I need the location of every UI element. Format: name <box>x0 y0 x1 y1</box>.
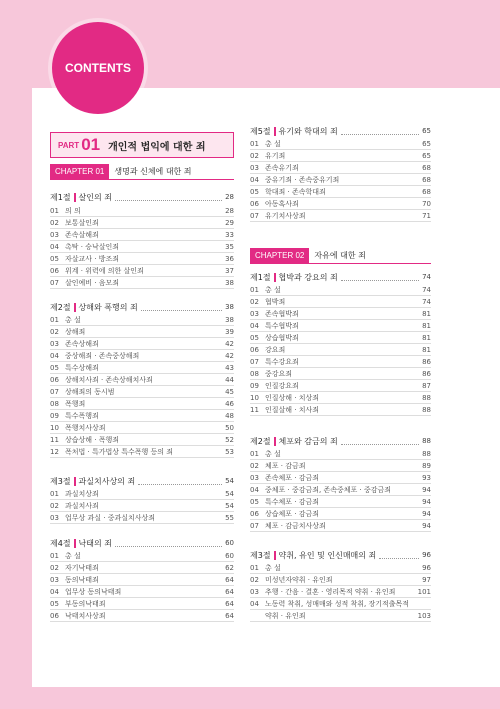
entry-number: 09 <box>50 411 59 420</box>
leader-dots <box>379 552 419 559</box>
section-page: 65 <box>422 127 431 135</box>
toc-entry <box>250 448 431 460</box>
entry-page: 86 <box>422 357 431 366</box>
entry-number: 01 <box>250 449 259 458</box>
toc-entry <box>50 326 234 338</box>
entry-number: 04 <box>250 599 259 608</box>
section-marker <box>274 551 276 560</box>
entry-title: 미성년자약취 · 유인죄 <box>265 575 333 584</box>
entry-title: 특수협박죄 <box>265 321 299 330</box>
section-heading <box>50 300 234 314</box>
toc-entry <box>250 586 431 598</box>
toc-entry <box>50 314 234 326</box>
entry-page: 44 <box>225 375 234 384</box>
entry-number: 07 <box>250 521 259 530</box>
entry-page: 68 <box>422 163 431 172</box>
entry-title: 존속살해죄 <box>65 230 99 239</box>
entry-page: 101 <box>417 587 431 596</box>
section-label: 제3절 <box>250 550 271 560</box>
entry-page: 48 <box>225 411 234 420</box>
entry-page: 38 <box>225 315 234 324</box>
toc-entry <box>50 241 234 253</box>
toc-entry <box>250 284 431 296</box>
entry-page: 71 <box>422 211 431 220</box>
leader-dots <box>341 274 419 281</box>
part-heading <box>50 132 234 158</box>
leader-dots <box>115 194 222 201</box>
toc-entry <box>250 162 431 174</box>
entry-title: 상습상해 · 폭행죄 <box>65 435 120 444</box>
leader-dots <box>138 478 222 485</box>
toc-entry <box>250 296 431 308</box>
toc-entry <box>250 198 431 210</box>
entry-title: 보통살인죄 <box>65 218 99 227</box>
entry-title: 유기치사상죄 <box>265 211 306 220</box>
entry-title: 학대죄 · 존속학대죄 <box>265 187 326 196</box>
section-page: 28 <box>225 193 234 201</box>
entry-title: 과실치사죄 <box>65 501 99 510</box>
section-title: 과실치사상의 죄 <box>78 476 136 486</box>
entry-page: 64 <box>225 575 234 584</box>
section-heading <box>250 548 431 562</box>
section-heading <box>50 190 234 204</box>
entry-title: 특수상해죄 <box>65 363 99 372</box>
entry-page: 88 <box>422 393 431 402</box>
entry-title: 존속체포 · 감금죄 <box>265 473 320 482</box>
entry-title: 과실치상죄 <box>65 489 99 498</box>
entry-number: 09 <box>250 381 259 390</box>
toc-entry <box>50 512 234 524</box>
toc-entry <box>250 210 431 222</box>
entry-title: 인질살해 · 치사죄 <box>265 405 320 414</box>
entry-number: 11 <box>50 435 59 444</box>
section-marker <box>74 193 76 202</box>
section-page: 96 <box>422 551 431 559</box>
entry-page: 54 <box>225 501 234 510</box>
entry-number: 02 <box>50 501 59 510</box>
entry-number: 10 <box>50 423 59 432</box>
entry-number: 03 <box>50 513 59 522</box>
entry-page: 60 <box>225 551 234 560</box>
entry-title: 아동혹사죄 <box>265 199 299 208</box>
entry-page: 86 <box>422 369 431 378</box>
section-page: 74 <box>422 273 431 281</box>
section-title: 협박과 강요의 죄 <box>278 272 338 282</box>
entry-page: 45 <box>225 387 234 396</box>
section-label: 제1절 <box>250 272 271 282</box>
toc-entry <box>50 550 234 562</box>
section-marker <box>74 303 76 312</box>
section-title: 유기와 학대의 죄 <box>278 126 338 136</box>
entry-page: 64 <box>225 611 234 620</box>
entry-number: 03 <box>250 587 259 596</box>
entry-page: 81 <box>422 309 431 318</box>
entry-number: 02 <box>50 563 59 572</box>
entry-number: 03 <box>50 230 59 239</box>
toc-entry <box>250 520 431 532</box>
entry-number: 08 <box>50 399 59 408</box>
part-title: 개인적 법익에 대한 죄 <box>108 141 206 153</box>
bottom-border <box>0 687 500 709</box>
entry-page: 42 <box>225 339 234 348</box>
entry-page: 96 <box>422 563 431 572</box>
entry-page: 54 <box>225 489 234 498</box>
entry-title: 존속상해죄 <box>65 339 99 348</box>
toc-entry <box>250 308 431 320</box>
entry-number: 06 <box>250 345 259 354</box>
entry-number: 01 <box>250 139 259 148</box>
toc-entry <box>250 598 431 610</box>
toc-entry <box>50 229 234 241</box>
toc-entry <box>250 332 431 344</box>
entry-page: 62 <box>225 563 234 572</box>
toc-entry <box>250 320 431 332</box>
entry-page: 87 <box>422 381 431 390</box>
entry-page: 37 <box>225 266 234 275</box>
section-marker <box>274 127 276 136</box>
entry-number: 12 <box>50 447 59 456</box>
entry-number: 05 <box>50 254 59 263</box>
entry-number: 01 <box>250 563 259 572</box>
leader-dots <box>115 540 222 547</box>
section-label: 제2절 <box>50 302 71 312</box>
chapter-title: 자유에 대한 죄 <box>314 251 366 260</box>
entry-title: 상습협박죄 <box>265 333 299 342</box>
toc-entry <box>250 344 431 356</box>
entry-page: 94 <box>422 521 431 530</box>
toc-entry <box>50 386 234 398</box>
entry-page: 65 <box>422 151 431 160</box>
entry-number: 07 <box>50 278 59 287</box>
section-label: 제1절 <box>50 192 71 202</box>
entry-page: 53 <box>225 447 234 456</box>
entry-title: 약취 · 유인죄 <box>265 611 306 620</box>
toc-entry <box>250 186 431 198</box>
entry-title: 중체포 · 중감금죄, 존속중체포 · 중감금죄 <box>265 485 391 494</box>
entry-page: 94 <box>422 497 431 506</box>
entry-page: 88 <box>422 449 431 458</box>
section-page: 88 <box>422 437 431 445</box>
section-title: 상해와 폭행의 죄 <box>78 302 138 312</box>
entry-title: 추행 · 간음 · 결혼 · 영리목적 약취 · 유인죄 <box>265 587 396 596</box>
entry-page: 68 <box>422 175 431 184</box>
toc-entry <box>250 380 431 392</box>
entry-number: 04 <box>250 321 259 330</box>
chapter-tag: CHAPTER 01 <box>50 164 109 179</box>
toc-entry <box>50 586 234 598</box>
entry-page: 70 <box>422 199 431 208</box>
part-label: PART <box>58 140 80 150</box>
entry-number: 01 <box>50 315 59 324</box>
toc-entry <box>250 574 431 586</box>
entry-number: 04 <box>50 242 59 251</box>
entry-number: 06 <box>250 509 259 518</box>
toc-entry <box>50 610 234 622</box>
entry-page: 29 <box>225 218 234 227</box>
entry-number: 05 <box>250 333 259 342</box>
entry-title: 총 설 <box>265 285 281 294</box>
entry-title: 협박죄 <box>265 297 286 306</box>
entry-title: 특수강요죄 <box>265 357 299 366</box>
chapter-tag: CHAPTER 02 <box>250 248 309 263</box>
toc-entry <box>250 484 431 496</box>
entry-page: 94 <box>422 485 431 494</box>
entry-page: 97 <box>422 575 431 584</box>
leader-dots <box>341 128 419 135</box>
entry-title: 존속유기죄 <box>265 163 299 172</box>
entry-title: 총 설 <box>65 551 81 560</box>
toc-entry <box>50 434 234 446</box>
entry-title: 특수체포 · 감금죄 <box>265 497 320 506</box>
entry-title: 강요죄 <box>265 345 286 354</box>
toc-entry <box>50 265 234 277</box>
section-title: 체포와 감금의 죄 <box>278 436 338 446</box>
entry-title: 부동의낙태죄 <box>65 599 106 608</box>
toc-entry <box>250 174 431 186</box>
entry-number: 01 <box>250 285 259 294</box>
toc-entry <box>50 422 234 434</box>
entry-number: 05 <box>250 187 259 196</box>
entry-title: 자살교사 · 방조죄 <box>65 254 120 263</box>
entry-title: 동의낙태죄 <box>65 575 99 584</box>
entry-title: 촉탁 · 승낙살인죄 <box>65 242 120 251</box>
entry-page: 36 <box>225 254 234 263</box>
toc-entry <box>50 350 234 362</box>
toc-entry <box>250 150 431 162</box>
entry-number: 04 <box>50 587 59 596</box>
toc-entry <box>50 446 234 458</box>
entry-title: 중유기죄 · 존속중유기죄 <box>265 175 340 184</box>
entry-title: 총 설 <box>265 449 281 458</box>
entry-page: 93 <box>422 473 431 482</box>
entry-title: 중상해죄 · 존속중상해죄 <box>65 351 140 360</box>
section-page: 54 <box>225 477 234 485</box>
entry-page: 81 <box>422 333 431 342</box>
toc-entry <box>250 356 431 368</box>
section-heading <box>250 270 431 284</box>
section-page: 60 <box>225 539 234 547</box>
section-label: 제4절 <box>50 538 71 548</box>
toc-entry <box>250 368 431 380</box>
entry-title: 상습체포 · 감금죄 <box>265 509 320 518</box>
section-marker <box>274 273 276 282</box>
entry-page: 55 <box>225 513 234 522</box>
entry-title: 폭행치사상죄 <box>65 423 106 432</box>
toc-entry <box>250 404 431 416</box>
entry-title: 총 설 <box>65 315 81 324</box>
section-heading <box>50 474 234 488</box>
section-marker <box>274 437 276 446</box>
toc-entry <box>50 217 234 229</box>
entry-number: 07 <box>250 211 259 220</box>
part-number: 01 <box>81 135 101 154</box>
toc-entry <box>50 277 234 289</box>
toc-entry <box>50 488 234 500</box>
entry-number: 01 <box>50 489 59 498</box>
section-label: 제5절 <box>250 126 271 136</box>
entry-page: 68 <box>422 187 431 196</box>
toc-entry <box>50 410 234 422</box>
entry-title: 체포 · 감금죄 <box>265 461 306 470</box>
entry-page: 94 <box>422 509 431 518</box>
entry-page: 52 <box>225 435 234 444</box>
entry-title: 인질강요죄 <box>265 381 299 390</box>
entry-title: 노동력 착취, 성매매와 성적 착취, 장기적출목적 <box>265 599 410 608</box>
toc-entry <box>50 374 234 386</box>
entry-number: 03 <box>250 309 259 318</box>
entry-page: 46 <box>225 399 234 408</box>
entry-title: 상해치사죄 · 존속상해치사죄 <box>65 375 153 384</box>
entry-page: 81 <box>422 345 431 354</box>
entry-number: 01 <box>50 551 59 560</box>
entry-number: 11 <box>250 405 259 414</box>
entry-number: 04 <box>250 485 259 494</box>
entry-page: 38 <box>225 278 234 287</box>
toc-entry <box>50 598 234 610</box>
entry-title: 상해죄 <box>65 327 86 336</box>
left-border <box>0 88 32 709</box>
toc-entry <box>50 205 234 217</box>
section-title: 살인의 죄 <box>78 192 113 202</box>
toc-entry <box>50 574 234 586</box>
leader-dots <box>141 304 222 311</box>
entry-number: 08 <box>250 369 259 378</box>
leader-dots <box>341 438 419 445</box>
entry-number: 07 <box>50 387 59 396</box>
entry-title: 의 의 <box>65 206 81 215</box>
section-marker <box>74 477 76 486</box>
toc-entry <box>50 362 234 374</box>
entry-title: 인질상해 · 치상죄 <box>265 393 320 402</box>
toc-entry <box>250 138 431 150</box>
entry-page: 39 <box>225 327 234 336</box>
entry-number: 02 <box>50 327 59 336</box>
entry-number: 10 <box>250 393 259 402</box>
entry-page: 33 <box>225 230 234 239</box>
entry-page: 50 <box>225 423 234 432</box>
entry-title: 위계 · 위력에 의한 살인죄 <box>65 266 144 275</box>
toc-entry <box>250 508 431 520</box>
entry-number: 02 <box>250 297 259 306</box>
entry-title: 업무상 동의낙태죄 <box>65 587 122 596</box>
entry-title: 상해죄의 동시범 <box>65 387 115 396</box>
entry-title: 중강요죄 <box>265 369 293 378</box>
entry-page: 42 <box>225 351 234 360</box>
toc-entry <box>50 398 234 410</box>
entry-page: 64 <box>225 599 234 608</box>
entry-title: 폭행죄 <box>65 399 86 408</box>
contents-badge <box>52 22 144 114</box>
contents-title: CONTENTS <box>65 61 131 75</box>
section-title: 낙태의 죄 <box>78 538 113 548</box>
entry-page: 35 <box>225 242 234 251</box>
section-label: 제2절 <box>250 436 271 446</box>
entry-number: 03 <box>250 473 259 482</box>
entry-title: 특수폭행죄 <box>65 411 99 420</box>
entry-number: 06 <box>50 611 59 620</box>
chapter-title: 생명과 신체에 대한 죄 <box>114 167 192 176</box>
entry-page: 28 <box>225 206 234 215</box>
entry-number: 02 <box>50 218 59 227</box>
section-marker <box>74 539 76 548</box>
section-label: 제3절 <box>50 476 71 486</box>
toc-entry <box>250 472 431 484</box>
entry-page: 74 <box>422 285 431 294</box>
entry-title: 유기죄 <box>265 151 286 160</box>
entry-number: 04 <box>250 175 259 184</box>
entry-number: 05 <box>250 497 259 506</box>
toc-entry <box>250 496 431 508</box>
entry-number: 02 <box>250 461 259 470</box>
entry-page: 64 <box>225 587 234 596</box>
entry-number: 06 <box>50 266 59 275</box>
entry-number: 02 <box>250 151 259 160</box>
entry-title: 자기낙태죄 <box>65 563 99 572</box>
toc-entry <box>50 562 234 574</box>
section-heading <box>250 124 431 138</box>
entry-page: 65 <box>422 139 431 148</box>
entry-number: 06 <box>250 199 259 208</box>
chapter-02-heading <box>250 248 431 264</box>
entry-number: 03 <box>250 163 259 172</box>
entry-page: 81 <box>422 321 431 330</box>
section-heading <box>250 434 431 448</box>
entry-number: 03 <box>50 575 59 584</box>
entry-page: 74 <box>422 297 431 306</box>
entry-number: 02 <box>250 575 259 584</box>
entry-title: 폭처법 · 특가법상 특수폭행 등의 죄 <box>65 447 174 456</box>
toc-entry <box>250 460 431 472</box>
entry-title: 체포 · 감금치사상죄 <box>265 521 326 530</box>
entry-number: 04 <box>50 351 59 360</box>
entry-number: 03 <box>50 339 59 348</box>
entry-page: 88 <box>422 405 431 414</box>
entry-number: 06 <box>50 375 59 384</box>
toc-entry <box>250 562 431 574</box>
entry-title: 살인예비 · 음모죄 <box>65 278 120 287</box>
toc-entry <box>50 253 234 265</box>
entry-number: 07 <box>250 357 259 366</box>
entry-title: 업무상 과실 · 중과실치사상죄 <box>65 513 156 522</box>
entry-number: 05 <box>50 599 59 608</box>
entry-title: 총 설 <box>265 563 281 572</box>
entry-number: 05 <box>50 363 59 372</box>
entry-title: 존속협박죄 <box>265 309 299 318</box>
entry-number: 01 <box>50 206 59 215</box>
chapter-01-heading <box>50 164 234 180</box>
toc-entry <box>50 500 234 512</box>
toc-entry <box>50 338 234 350</box>
entry-page: 103 <box>417 611 431 620</box>
section-title: 약취, 유인 및 인신매매의 죄 <box>278 550 377 560</box>
section-page: 38 <box>225 303 234 311</box>
entry-title: 총 설 <box>265 139 281 148</box>
toc-entry <box>250 610 431 622</box>
toc-entry <box>250 392 431 404</box>
entry-page: 89 <box>422 461 431 470</box>
entry-page: 43 <box>225 363 234 372</box>
entry-title: 낙태치사상죄 <box>65 611 106 620</box>
section-heading <box>50 536 234 550</box>
